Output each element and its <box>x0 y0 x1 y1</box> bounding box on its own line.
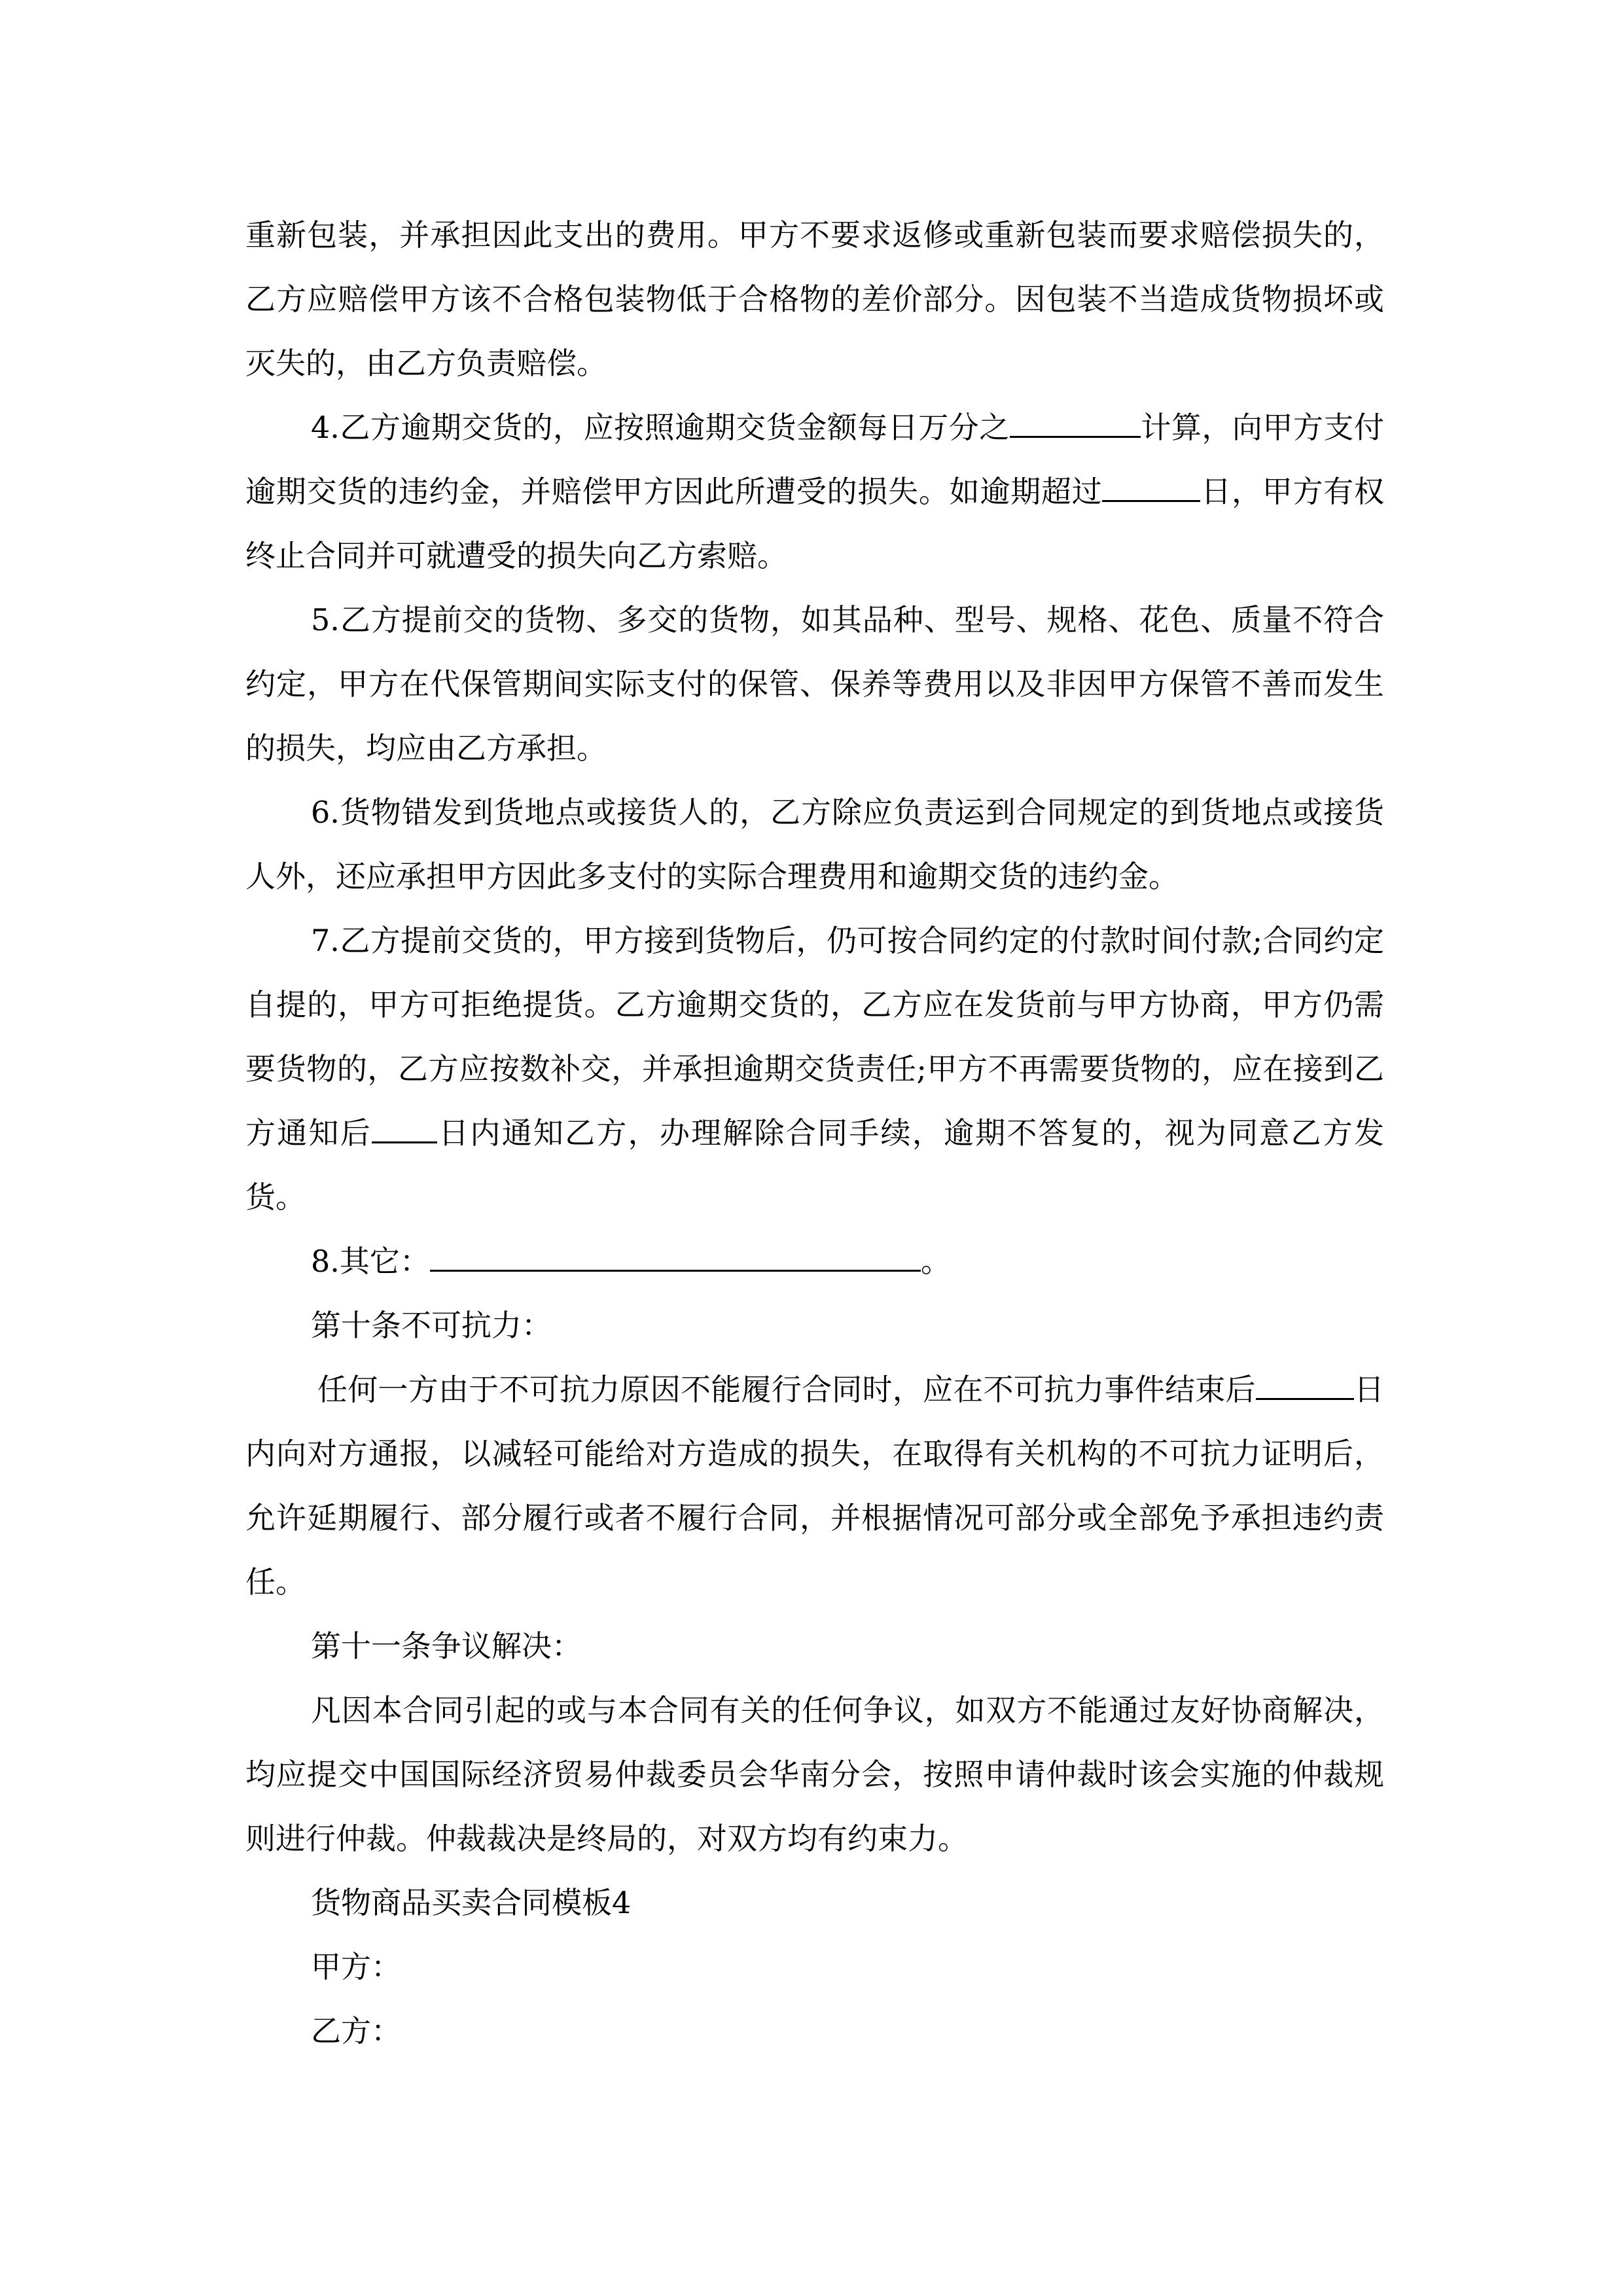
clause-8-other <box>245 1229 1384 1293</box>
clause-text: 5.乙方提前交的货物、多交的货物，如其品种、型号、规格、花色、质量不符合约定，甲方在代保管期间实际支付的保管、保养等费用以及非因甲方保管不善而发生的损失，均应由乙方承担。 <box>245 602 1384 766</box>
blank-field <box>372 1115 437 1143</box>
clause-6-misdelivery <box>245 780 1384 908</box>
article-text: 凡因本合同引起的或与本合同有关的任何争议，如双方不能通过友好协商解决，均应提交中国国际经济贸易仲裁委员会华南分会，按照申请仲裁时该会实施的仲裁规则进行仲裁。仲裁裁决是终局的，对双方均有约束力。 <box>245 1693 1384 1856</box>
article-11-body <box>245 1678 1384 1871</box>
party-b-line <box>245 1999 1384 2063</box>
paragraph-text: 重新包装，并承担因此支出的费用。甲方不要求返修或重新包装而要求赔偿损失的，乙方应赔偿甲方该不合格包装物低于合格物的差价部分。因包装不当造成货物损坏或灭失的，由乙方负责赔偿。 <box>245 217 1384 381</box>
clause-text: 4.乙方逾期交货的，应按照逾期交货金额每日万分之 <box>311 410 1010 445</box>
template-heading: 货物商品买卖合同模板4 <box>311 1885 632 1920</box>
clause-4-late-delivery <box>245 395 1384 588</box>
blank-field <box>1010 409 1141 438</box>
article-heading: 第十一条争议解决： <box>311 1628 582 1664</box>
blank-field <box>1102 473 1200 502</box>
blank-field <box>430 1243 921 1272</box>
party-b-label: 乙方： <box>311 2013 401 2049</box>
clause-text: 日，甲方有权终止合同并可就遭受的损失向乙方索赔。 <box>245 474 1385 573</box>
article-10-title <box>245 1293 1384 1357</box>
clause-text: 计算，向甲方支付逾期交货的违约金，并赔偿甲方因此所遭受的损失。如逾期超过 <box>245 410 1385 509</box>
clause-text: 7.乙方提前交货的，甲方接到货物后，仍可按合同约定的付款时间付款;合同约定自提的，甲方可拒绝提货。乙方逾期交货的，乙方应在发货前与甲方协商，甲方仍需要货物的，乙方应按数补交，并承担逾期交货责任;甲方不再需要货物的，应在接到乙方通知后 <box>245 923 1384 1151</box>
party-a-line <box>245 1935 1384 1999</box>
article-11-title <box>245 1614 1384 1678</box>
clause-text: 。 <box>920 1244 951 1279</box>
article-text: 日内向对方通报，以减轻可能给对方造成的损失，在取得有关机构的不可抗力证明后，允许延期履行、部分履行或者不履行合同，并根据情况可部分或全部免予承担违约责任。 <box>245 1372 1384 1600</box>
clause-text: 8.其它： <box>311 1244 430 1279</box>
article-heading: 第十条不可抗力： <box>311 1308 552 1343</box>
party-a-label: 甲方： <box>311 1949 401 1984</box>
clause-text: 6.货物错发到货地点或接货人的，乙方除应负责运到合同规定的到货地点或接货人外，还应承担甲方因此多支付的实际合理费用和逾期交货的违约金。 <box>245 795 1384 894</box>
clause-5-early-delivery <box>245 588 1384 780</box>
article-10-body <box>245 1357 1384 1614</box>
paragraph-packaging-continued <box>245 203 1384 395</box>
document-content <box>245 203 1384 2063</box>
article-text: 任何一方由于不可抗力原因不能履行合同时，应在不可抗力事件结束后 <box>317 1372 1256 1407</box>
template-title <box>245 1871 1384 1935</box>
clause-text: 日内通知乙方，办理解除合同手续，逾期不答复的，视为同意乙方发货。 <box>245 1115 1385 1215</box>
blank-field <box>1256 1371 1354 1400</box>
clause-7-early-late-delivery <box>245 908 1384 1229</box>
